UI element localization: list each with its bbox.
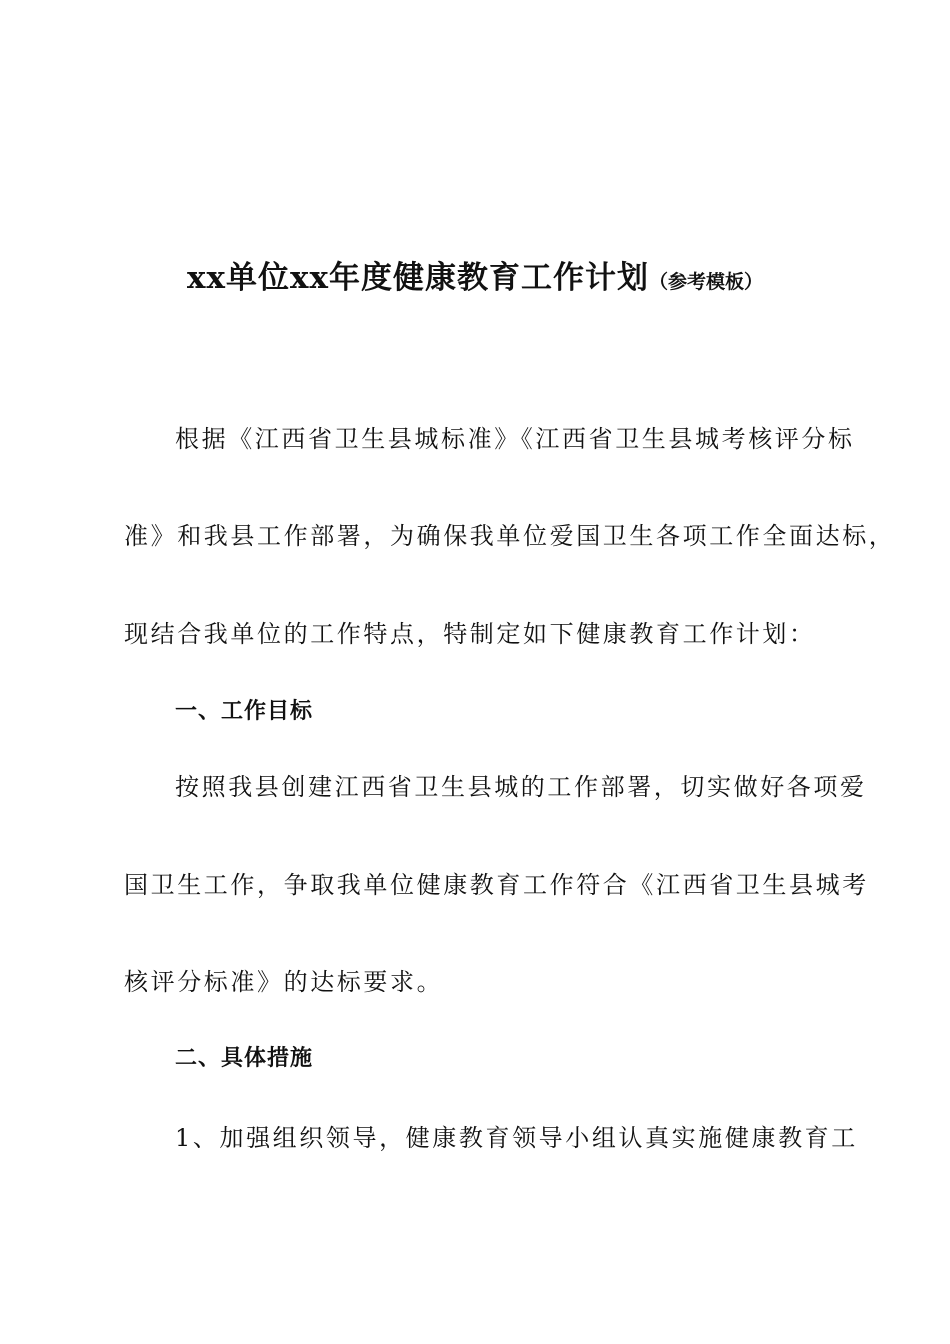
- intro-line-3: 现结合我单位的工作特点，特制定如下健康教育工作计划：: [124, 620, 816, 648]
- intro-line-2: 准》和我县工作部署，为确保我单位爱国卫生各项工作全面达标，: [124, 522, 896, 550]
- goals-line-3: 核评分标准》的达标要求。: [124, 968, 444, 996]
- title-suffix: （参考模板）: [648, 271, 763, 293]
- title-main: xx单位xx年度健康教育工作计划: [187, 260, 649, 296]
- section-heading-goals: 一、工作目标: [175, 699, 314, 724]
- goals-line-2: 国卫生工作，争取我单位健康教育工作符合《江西省卫生县城考: [124, 871, 869, 899]
- measures-line-1: 1、加强组织领导，健康教育领导小组认真实施健康教育工: [175, 1124, 858, 1152]
- intro-line-1: 根据《江西省卫生县城标准》《江西省卫生县城考核评分标: [175, 425, 855, 453]
- section-heading-measures: 二、具体措施: [175, 1046, 314, 1071]
- goals-line-1: 按照我县创建江西省卫生县城的工作部署，切实做好各项爱: [175, 773, 867, 801]
- document-title: [0, 252, 950, 297]
